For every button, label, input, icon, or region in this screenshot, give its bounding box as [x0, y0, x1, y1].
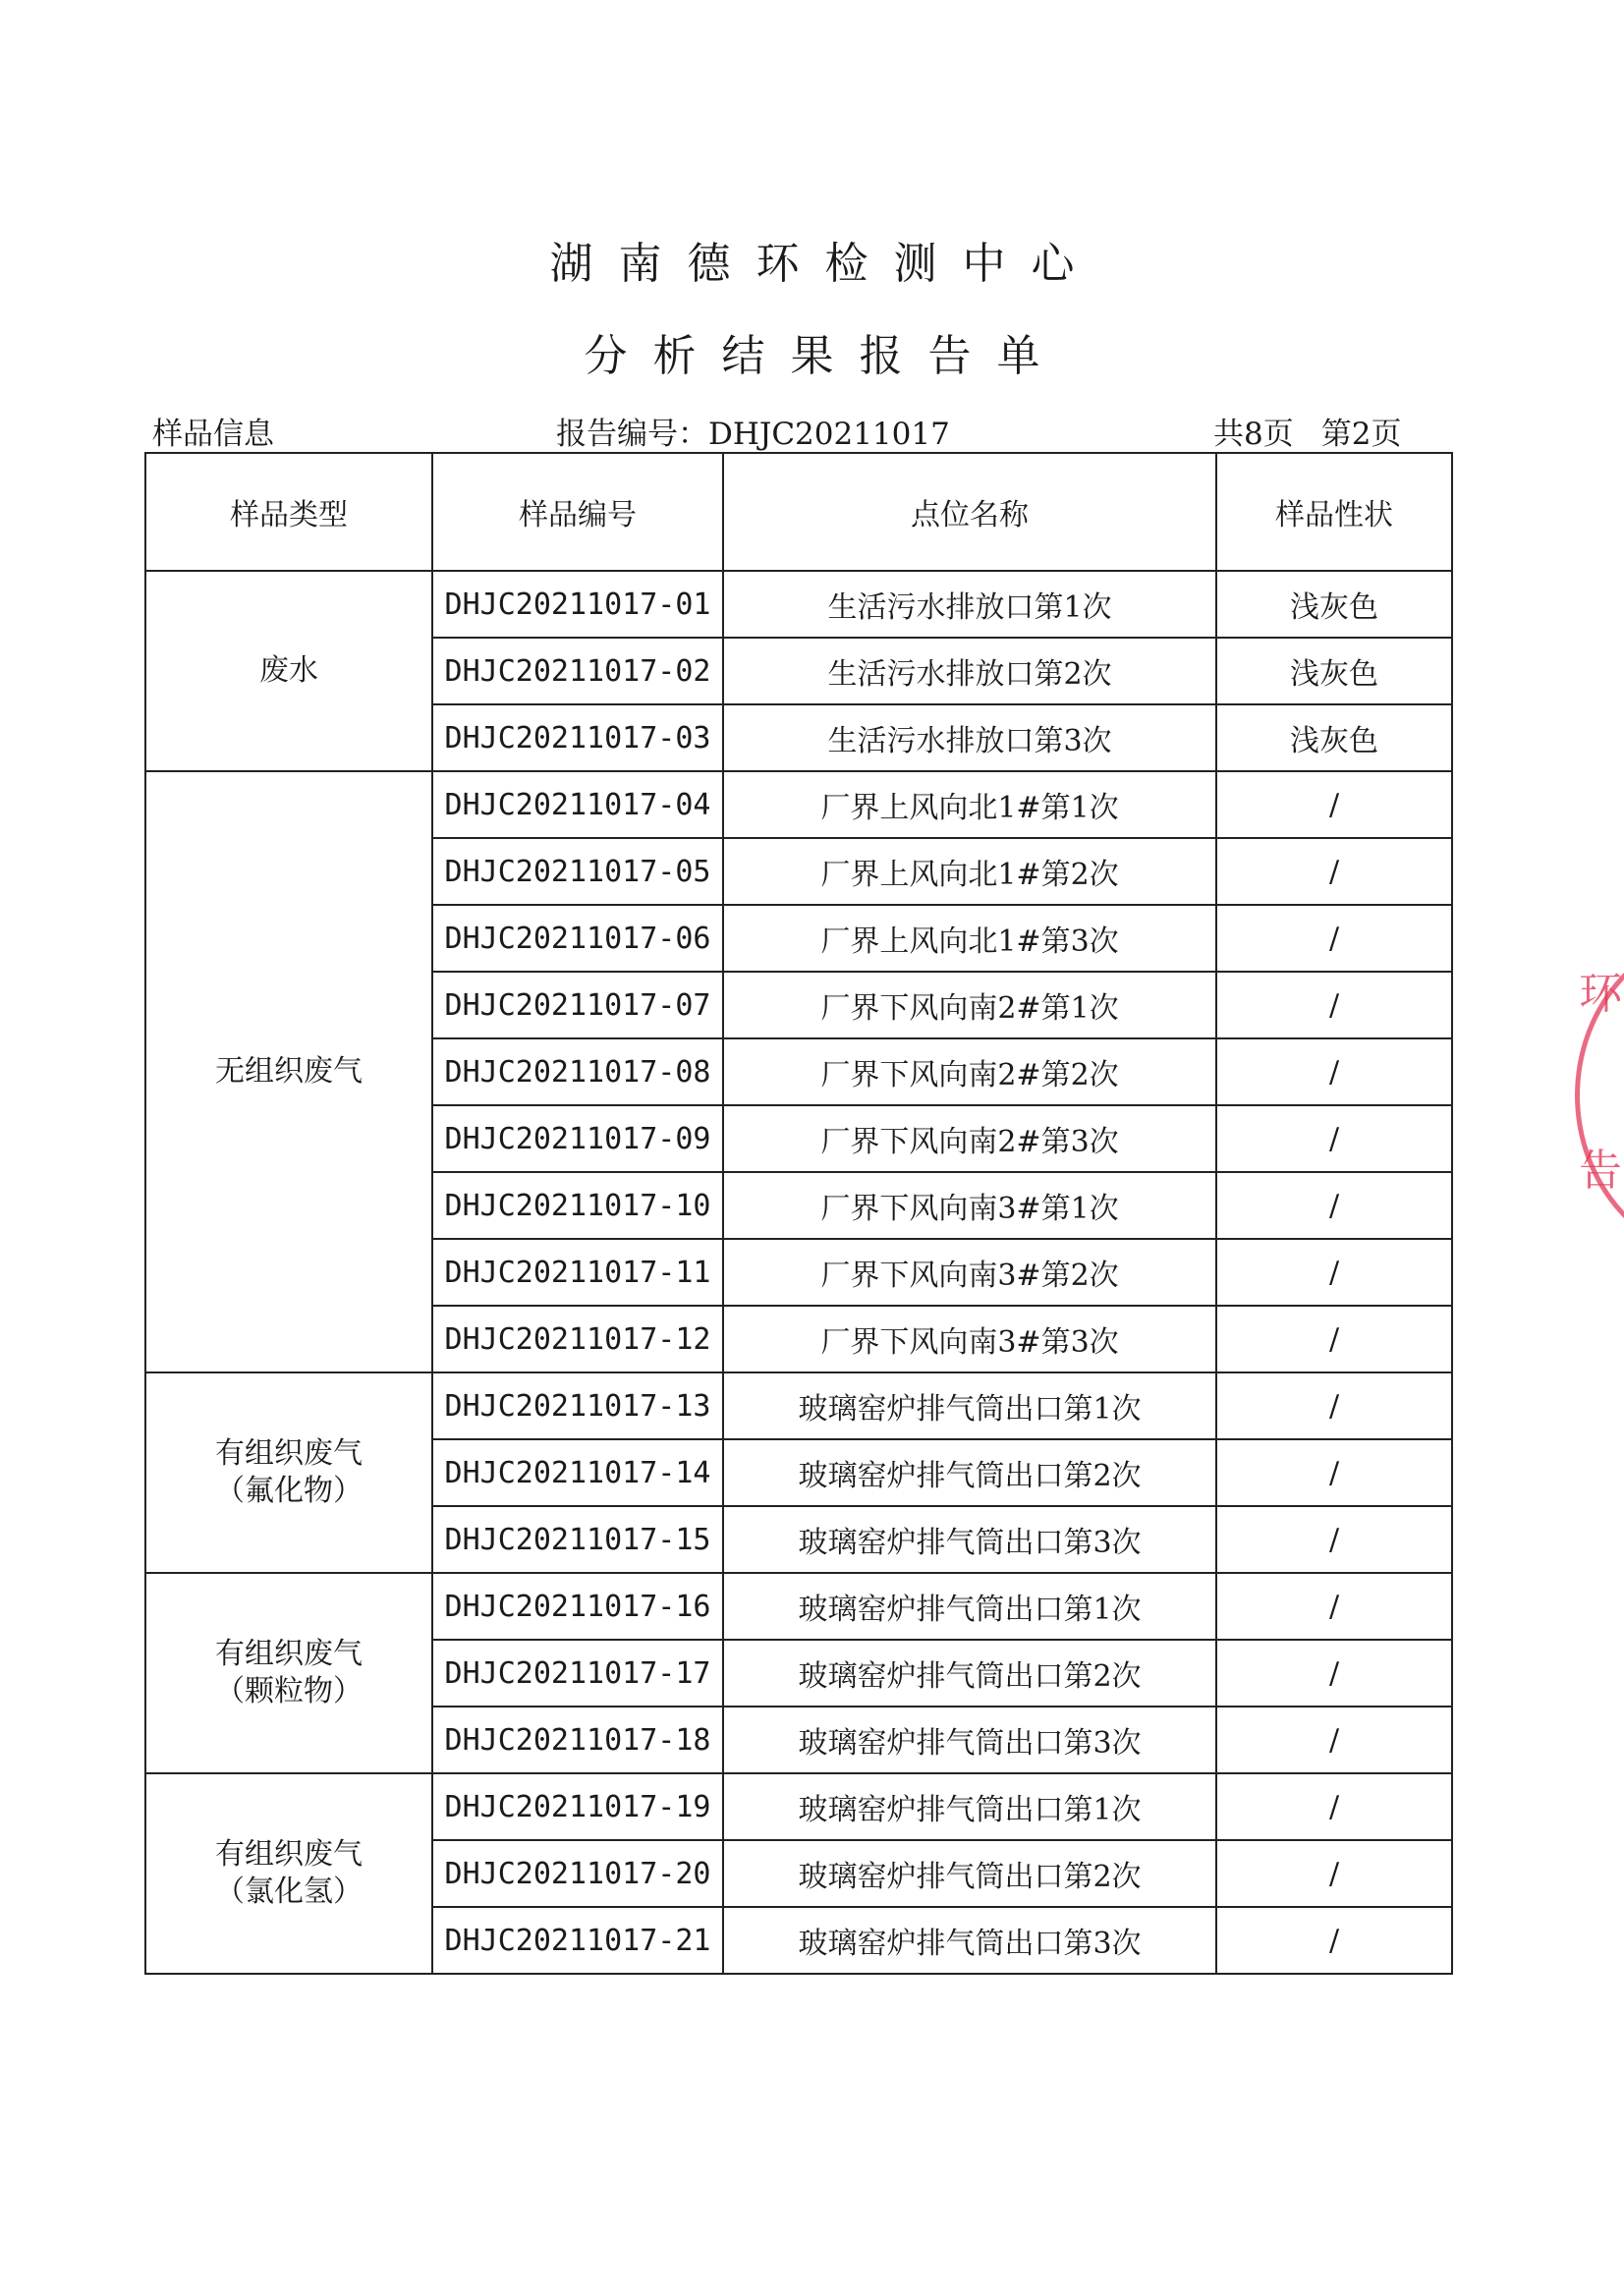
page-indicator	[1213, 409, 1401, 453]
table-row	[145, 1773, 1452, 1840]
table-row	[145, 571, 1452, 638]
location-cell: 厂界上风向北1#第2次	[723, 838, 1216, 905]
sample-state-cell: /	[1216, 838, 1452, 905]
location-cell: 玻璃窑炉排气筒出口第1次	[723, 1573, 1216, 1640]
table-header-row	[145, 453, 1452, 571]
sample-state-cell: /	[1216, 1105, 1452, 1172]
location-cell: 厂界下风向南2#第2次	[723, 1038, 1216, 1105]
sample-code-cell: DHJC20211017-04	[432, 771, 723, 838]
sample-code-cell: DHJC20211017-21	[432, 1907, 723, 1974]
sample-type-cell: 废水	[145, 571, 432, 771]
table-row	[145, 1573, 1452, 1640]
sample-code-cell: DHJC20211017-16	[432, 1573, 723, 1640]
location-cell: 厂界下风向南2#第3次	[723, 1105, 1216, 1172]
sample-state-cell: /	[1216, 1038, 1452, 1105]
sample-state-cell: /	[1216, 1372, 1452, 1439]
sample-code-cell: DHJC20211017-01	[432, 571, 723, 638]
sample-code-cell: DHJC20211017-18	[432, 1707, 723, 1773]
sample-state-cell: /	[1216, 1573, 1452, 1640]
table-body	[145, 571, 1452, 1974]
location-cell: 玻璃窑炉排气筒出口第1次	[723, 1773, 1216, 1840]
location-cell: 厂界下风向南3#第3次	[723, 1306, 1216, 1372]
sample-code-cell: DHJC20211017-14	[432, 1439, 723, 1506]
sample-state-cell: /	[1216, 1907, 1452, 1974]
sample-state-cell: /	[1216, 905, 1452, 972]
sample-code-cell: DHJC20211017-07	[432, 972, 723, 1038]
total-pages: 共8页	[1213, 417, 1294, 452]
sample-state-cell: /	[1216, 1506, 1452, 1573]
location-cell: 玻璃窑炉排气筒出口第2次	[723, 1840, 1216, 1907]
location-cell: 厂界上风向北1#第1次	[723, 771, 1216, 838]
header-sample-code: 样品编号	[432, 453, 723, 571]
section-label: 样品信息	[152, 417, 274, 452]
sample-code-cell: DHJC20211017-08	[432, 1038, 723, 1105]
sample-code-cell: DHJC20211017-19	[432, 1773, 723, 1840]
sample-code-cell: DHJC20211017-13	[432, 1372, 723, 1439]
sample-code-cell: DHJC20211017-03	[432, 704, 723, 771]
sample-state-cell: /	[1216, 1840, 1452, 1907]
sample-state-cell: /	[1216, 1707, 1452, 1773]
current-page: 第2页	[1320, 417, 1402, 452]
sample-state-cell: /	[1216, 1239, 1452, 1306]
sample-code-cell: DHJC20211017-15	[432, 1506, 723, 1573]
location-cell: 玻璃窑炉排气筒出口第2次	[723, 1640, 1216, 1707]
sample-state-cell: /	[1216, 1306, 1452, 1372]
sample-code-cell: DHJC20211017-09	[432, 1105, 723, 1172]
sample-state-cell: /	[1216, 771, 1452, 838]
seal-char: 告	[1579, 1146, 1622, 1196]
sample-code-cell: DHJC20211017-10	[432, 1172, 723, 1239]
sample-type-cell: 有组织废气 （颗粒物）	[145, 1573, 432, 1773]
sample-state-cell: /	[1216, 1439, 1452, 1506]
seal-stamp	[1557, 928, 1624, 1262]
location-cell: 生活污水排放口第2次	[723, 638, 1216, 704]
sample-state-cell: /	[1216, 1172, 1452, 1239]
sample-code-cell: DHJC20211017-12	[432, 1306, 723, 1372]
sample-code-cell: DHJC20211017-05	[432, 838, 723, 905]
sample-state-cell: /	[1216, 1773, 1452, 1840]
location-cell: 生活污水排放口第1次	[723, 571, 1216, 638]
header-sample-type: 样品类型	[145, 453, 432, 571]
sample-state-cell: 浅灰色	[1216, 638, 1452, 704]
location-cell: 厂界上风向北1#第3次	[723, 905, 1216, 972]
sample-state-cell: 浅灰色	[1216, 704, 1452, 771]
header-sample-state: 样品性状	[1216, 453, 1452, 571]
location-cell: 厂界下风向南3#第1次	[723, 1172, 1216, 1239]
sample-state-cell: 浅灰色	[1216, 571, 1452, 638]
report-number: 报告编号：DHJC20211017	[556, 417, 950, 452]
header-location: 点位名称	[723, 453, 1216, 571]
report-title: 分析结果报告单	[584, 331, 1066, 381]
location-cell: 玻璃窑炉排气筒出口第1次	[723, 1372, 1216, 1439]
sample-info-table	[144, 452, 1453, 1975]
table-row	[145, 1372, 1452, 1439]
sample-code-cell: DHJC20211017-06	[432, 905, 723, 972]
sample-code-cell: DHJC20211017-17	[432, 1640, 723, 1707]
center-name: 湖南德环检测中心	[549, 239, 1100, 289]
sample-code-cell: DHJC20211017-02	[432, 638, 723, 704]
location-cell: 厂界下风向南3#第2次	[723, 1239, 1216, 1306]
sample-state-cell: /	[1216, 1640, 1452, 1707]
seal-char: 环	[1579, 969, 1622, 1019]
location-cell: 厂界下风向南2#第1次	[723, 972, 1216, 1038]
sample-code-cell: DHJC20211017-20	[432, 1840, 723, 1907]
sample-code-cell: DHJC20211017-11	[432, 1239, 723, 1306]
location-cell: 玻璃窑炉排气筒出口第2次	[723, 1439, 1216, 1506]
location-cell: 生活污水排放口第3次	[723, 704, 1216, 771]
sample-type-cell: 有组织废气 （氟化物）	[145, 1372, 432, 1573]
location-cell: 玻璃窑炉排气筒出口第3次	[723, 1707, 1216, 1773]
location-cell: 玻璃窑炉排气筒出口第3次	[723, 1506, 1216, 1573]
sample-state-cell: /	[1216, 972, 1452, 1038]
table-row	[145, 771, 1452, 838]
location-cell: 玻璃窑炉排气筒出口第3次	[723, 1907, 1216, 1974]
sample-type-cell: 无组织废气	[145, 771, 432, 1372]
sample-type-cell: 有组织废气 （氯化氢）	[145, 1773, 432, 1974]
